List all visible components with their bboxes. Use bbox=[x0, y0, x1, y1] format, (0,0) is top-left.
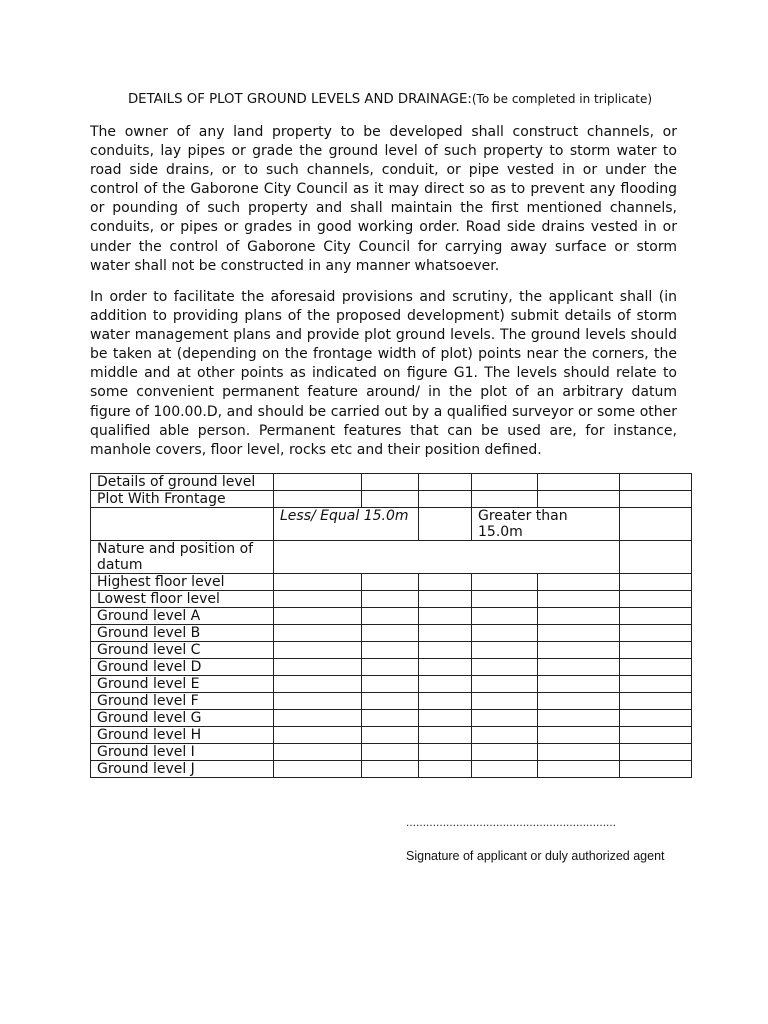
table-cell[interactable] bbox=[419, 693, 472, 710]
level-row-label: Highest floor level bbox=[91, 574, 274, 591]
table-cell[interactable] bbox=[274, 659, 362, 676]
table-cell[interactable] bbox=[472, 474, 538, 491]
level-row-label: Ground level J bbox=[91, 761, 274, 778]
table-cell[interactable] bbox=[419, 676, 472, 693]
table-cell[interactable] bbox=[419, 591, 472, 608]
table-cell[interactable] bbox=[620, 474, 692, 491]
table-row bbox=[91, 744, 692, 761]
table-cell[interactable] bbox=[274, 710, 362, 727]
form-heading bbox=[90, 92, 690, 107]
table-cell[interactable] bbox=[620, 625, 692, 642]
table-cell[interactable] bbox=[620, 744, 692, 761]
table-row bbox=[91, 727, 692, 744]
table-cell[interactable] bbox=[620, 693, 692, 710]
table-cell[interactable] bbox=[472, 659, 538, 676]
table-cell[interactable] bbox=[419, 508, 472, 541]
table-cell[interactable] bbox=[538, 761, 620, 778]
table-cell[interactable] bbox=[538, 608, 620, 625]
datum-input-cell[interactable] bbox=[274, 541, 620, 574]
table-cell[interactable] bbox=[419, 744, 472, 761]
table-cell[interactable] bbox=[538, 642, 620, 659]
table-cell[interactable] bbox=[362, 474, 419, 491]
table-cell[interactable] bbox=[538, 744, 620, 761]
table-cell[interactable] bbox=[419, 659, 472, 676]
table-cell[interactable] bbox=[538, 574, 620, 591]
table-cell[interactable] bbox=[472, 491, 538, 508]
table-cell[interactable] bbox=[274, 676, 362, 693]
table-row bbox=[91, 693, 692, 710]
table-cell[interactable] bbox=[620, 508, 692, 541]
level-row-label: Ground level B bbox=[91, 625, 274, 642]
table-cell[interactable] bbox=[362, 710, 419, 727]
table-row bbox=[91, 676, 692, 693]
level-row-label: Ground level C bbox=[91, 642, 274, 659]
table-cell[interactable] bbox=[362, 491, 419, 508]
table-cell[interactable] bbox=[538, 710, 620, 727]
table-row bbox=[91, 710, 692, 727]
signature-label: Signature of applicant or duly authorized agent bbox=[406, 849, 665, 863]
table-cell[interactable] bbox=[620, 608, 692, 625]
table-cell[interactable] bbox=[620, 591, 692, 608]
table-row bbox=[91, 761, 692, 778]
label-plot-with-frontage: Plot With Frontage bbox=[91, 491, 274, 508]
paragraph-applicant-requirements: In order to facilitate the aforesaid provisions and scrutiny, the applicant shall (in addition to providing plans of the proposed development) submit details of storm water management plans and provide plot ground levels. The ground levels should be taken at (depending on the frontage width of plot) points near the corners, the middle and at other points as indicated on figure G1. The levels should relate to some convenient permanent feature around/ in the plot of an arbitrary datum figure of 100.00.D, and should be carried out by a qualified surveyor or some other qualified able person. Permanent features that can be used are, for instance, manhole covers, floor level, rocks etc and their position defined. bbox=[90, 289, 677, 458]
table-cell[interactable] bbox=[419, 761, 472, 778]
table-cell[interactable] bbox=[538, 727, 620, 744]
table-cell[interactable] bbox=[362, 591, 419, 608]
table-cell[interactable] bbox=[274, 693, 362, 710]
table-cell[interactable] bbox=[274, 608, 362, 625]
table-row bbox=[91, 591, 692, 608]
table-cell[interactable] bbox=[472, 761, 538, 778]
level-row-label: Ground level G bbox=[91, 710, 274, 727]
table-cell[interactable] bbox=[620, 659, 692, 676]
table-cell[interactable] bbox=[620, 541, 692, 574]
form-heading-sub: (To be completed in triplicate) bbox=[471, 92, 653, 106]
table-row bbox=[91, 642, 692, 659]
table-row bbox=[91, 608, 692, 625]
level-row-label: Ground level D bbox=[91, 659, 274, 676]
table-cell[interactable] bbox=[538, 693, 620, 710]
table-cell[interactable] bbox=[538, 491, 620, 508]
table-cell[interactable] bbox=[472, 676, 538, 693]
table-cell[interactable] bbox=[419, 727, 472, 744]
table-cell[interactable] bbox=[472, 625, 538, 642]
table-cell[interactable] bbox=[274, 591, 362, 608]
level-row-label: Ground level E bbox=[91, 676, 274, 693]
table-cell[interactable] bbox=[538, 625, 620, 642]
table-cell[interactable] bbox=[362, 693, 419, 710]
table-cell[interactable] bbox=[419, 625, 472, 642]
table-cell[interactable] bbox=[472, 744, 538, 761]
label-nature-position-of-datum: Nature and position of datum bbox=[91, 541, 274, 574]
table-row bbox=[91, 659, 692, 676]
level-row-label: Ground level I bbox=[91, 744, 274, 761]
table-row bbox=[91, 574, 692, 591]
table-cell[interactable] bbox=[274, 761, 362, 778]
table-cell[interactable] bbox=[472, 642, 538, 659]
table-cell[interactable] bbox=[362, 761, 419, 778]
table-cell[interactable] bbox=[472, 608, 538, 625]
table-cell[interactable] bbox=[472, 727, 538, 744]
table-cell[interactable] bbox=[620, 727, 692, 744]
table-cell[interactable] bbox=[620, 676, 692, 693]
table-cell[interactable] bbox=[620, 710, 692, 727]
table-cell[interactable] bbox=[274, 574, 362, 591]
table-cell[interactable] bbox=[419, 474, 472, 491]
signature-line: ……………………………………………………… bbox=[406, 818, 616, 829]
table-row-frontage bbox=[91, 491, 692, 508]
table-cell[interactable] bbox=[620, 761, 692, 778]
table-cell[interactable] bbox=[538, 474, 620, 491]
level-row-label: Ground level F bbox=[91, 693, 274, 710]
table-cell[interactable] bbox=[362, 676, 419, 693]
table-cell[interactable] bbox=[419, 642, 472, 659]
table-cell[interactable] bbox=[472, 591, 538, 608]
table-cell[interactable] bbox=[620, 491, 692, 508]
table-cell[interactable] bbox=[538, 676, 620, 693]
header-greater-than-15m: Greater than 15.0m bbox=[472, 508, 620, 541]
table-cell[interactable] bbox=[274, 491, 362, 508]
table-row bbox=[91, 625, 692, 642]
table-cell[interactable] bbox=[419, 710, 472, 727]
table-cell[interactable] bbox=[362, 642, 419, 659]
table-cell[interactable] bbox=[362, 727, 419, 744]
level-row-label: Lowest floor level bbox=[91, 591, 274, 608]
table-cell[interactable] bbox=[620, 642, 692, 659]
label-details-of-ground-level: Details of ground level bbox=[91, 474, 274, 491]
table-row-datum bbox=[91, 541, 692, 574]
table-cell[interactable] bbox=[419, 574, 472, 591]
table-cell[interactable] bbox=[472, 574, 538, 591]
table-cell[interactable] bbox=[419, 491, 472, 508]
table-cell[interactable] bbox=[362, 659, 419, 676]
level-row-label: Ground level A bbox=[91, 608, 274, 625]
form-heading-main: DETAILS OF PLOT GROUND LEVELS AND DRAINAGE: bbox=[127, 92, 472, 107]
table-cell[interactable] bbox=[472, 710, 538, 727]
table-cell[interactable] bbox=[362, 574, 419, 591]
table-cell[interactable] bbox=[472, 693, 538, 710]
table-row-details bbox=[91, 474, 692, 491]
table-row-frontage-widths bbox=[91, 508, 692, 541]
table-cell[interactable] bbox=[362, 625, 419, 642]
table-cell[interactable] bbox=[620, 574, 692, 591]
table-cell[interactable] bbox=[538, 659, 620, 676]
ground-levels-table bbox=[90, 473, 692, 778]
header-less-equal-15m: Less/ Equal 15.0m bbox=[274, 508, 419, 541]
table-cell[interactable] bbox=[274, 474, 362, 491]
table-cell[interactable] bbox=[538, 591, 620, 608]
table-cell[interactable] bbox=[274, 625, 362, 642]
table-cell[interactable] bbox=[362, 608, 419, 625]
table-cell[interactable] bbox=[419, 608, 472, 625]
paragraph-owner-obligations: The owner of any land property to be developed shall construct channels, or conduits, lay pipes or grade the ground level of such property to storm water to road side drains, or to such channels, conduit, or pipe vested in or under the control of the Gaborone City Council as it may direct so as to prevent any flooding or pounding of such property and shall maintain the first mentioned channels, conduits, or pipes or grades in good working order. Road side drains vested in or under the control of Gaborone City Council for carrying away surface or storm water shall not be constructed in any manner whatsoever. bbox=[90, 124, 677, 274]
table-cell[interactable] bbox=[274, 744, 362, 761]
table-cell[interactable] bbox=[274, 642, 362, 659]
table-cell[interactable] bbox=[274, 727, 362, 744]
table-cell[interactable] bbox=[91, 508, 274, 541]
level-row-label: Ground level H bbox=[91, 727, 274, 744]
table-cell[interactable] bbox=[362, 744, 419, 761]
